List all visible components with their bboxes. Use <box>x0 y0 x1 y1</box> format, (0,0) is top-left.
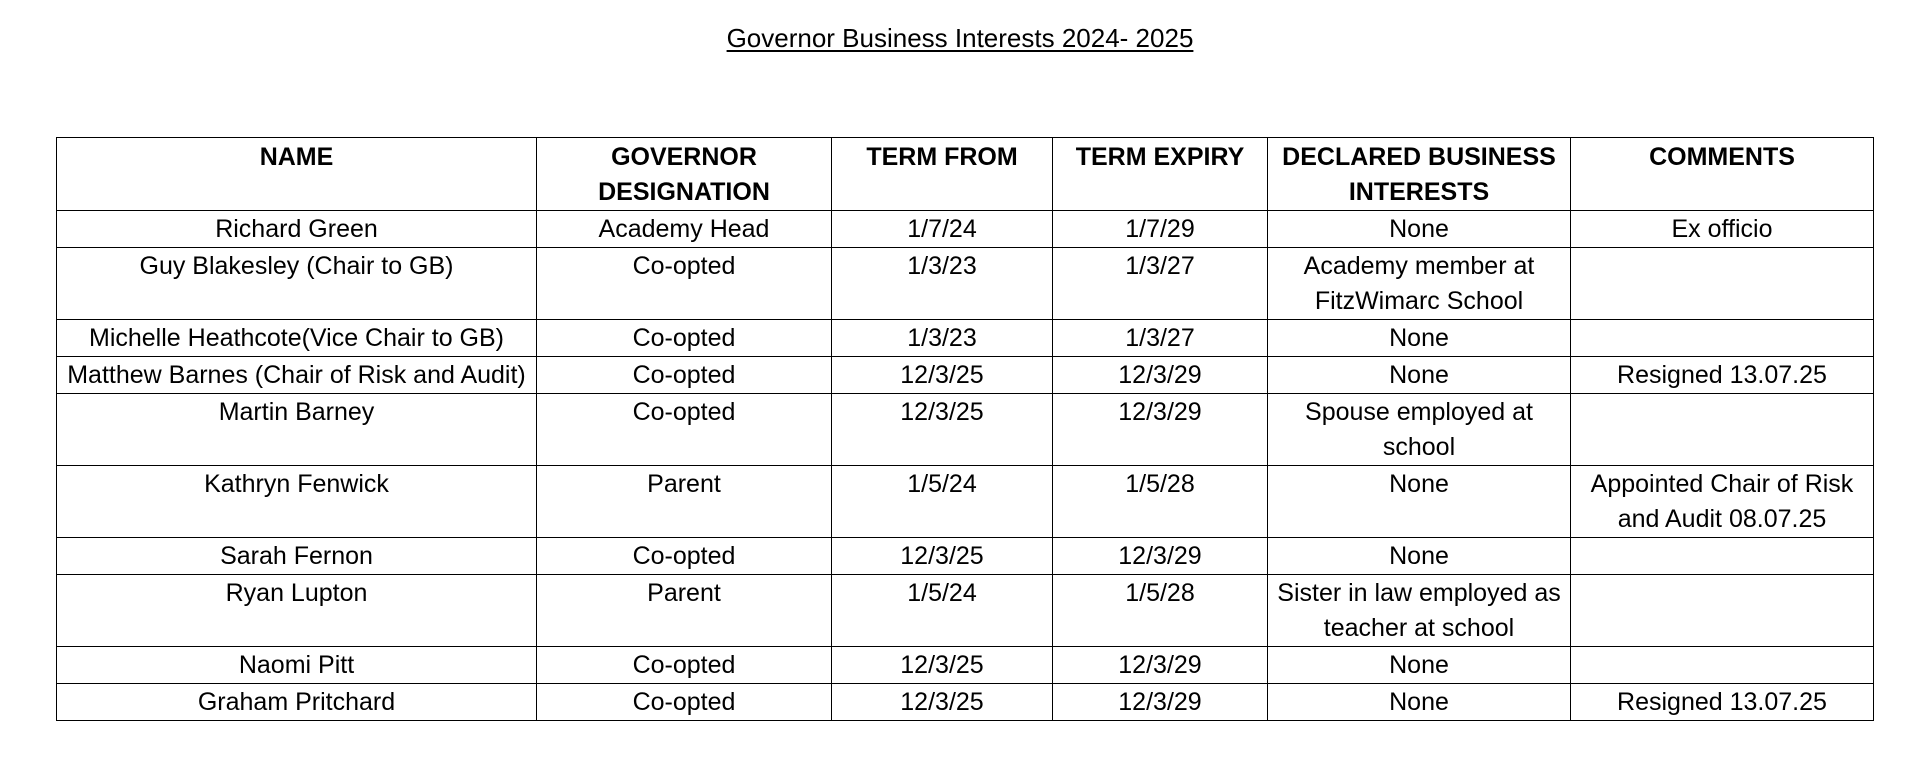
cell-comments <box>1571 248 1874 320</box>
cell-designation: Parent <box>537 575 832 647</box>
table-row <box>57 466 1874 538</box>
cell-term-from: 1/3/23 <box>832 320 1053 357</box>
cell-designation: Co-opted <box>537 538 832 575</box>
cell-term-expiry: 1/3/27 <box>1053 248 1268 320</box>
cell-term-from: 12/3/25 <box>832 684 1053 721</box>
cell-term-from: 12/3/25 <box>832 538 1053 575</box>
cell-term-expiry: 12/3/29 <box>1053 394 1268 466</box>
cell-designation: Co-opted <box>537 684 832 721</box>
cell-name: Guy Blakesley (Chair to GB) <box>57 248 537 320</box>
governor-interests-table <box>56 137 1874 721</box>
cell-designation: Co-opted <box>537 394 832 466</box>
cell-term-from: 1/3/23 <box>832 248 1053 320</box>
cell-name: Michelle Heathcote(Vice Chair to GB) <box>57 320 537 357</box>
table-row <box>57 357 1874 394</box>
table-row <box>57 211 1874 248</box>
cell-term-expiry: 1/5/28 <box>1053 466 1268 538</box>
cell-term-from: 12/3/25 <box>832 357 1053 394</box>
cell-declared-interests: None <box>1268 320 1571 357</box>
cell-designation: Co-opted <box>537 647 832 684</box>
table-row <box>57 575 1874 647</box>
cell-designation: Academy Head <box>537 211 832 248</box>
cell-comments: Appointed Chair of Risk and Audit 08.07.25 <box>1571 466 1874 538</box>
cell-term-expiry: 12/3/29 <box>1053 647 1268 684</box>
cell-name: Ryan Lupton <box>57 575 537 647</box>
cell-term-expiry: 12/3/29 <box>1053 684 1268 721</box>
cell-name: Martin Barney <box>57 394 537 466</box>
cell-term-expiry: 1/3/27 <box>1053 320 1268 357</box>
cell-declared-interests: Sister in law employed as teacher at school <box>1268 575 1571 647</box>
cell-designation: Co-opted <box>537 357 832 394</box>
cell-term-expiry: 1/7/29 <box>1053 211 1268 248</box>
document-title: Governor Business Interests 2024- 2025 <box>726 23 1194 53</box>
header-term-expiry: TERM EXPIRY <box>1053 138 1268 211</box>
cell-name: Matthew Barnes (Chair of Risk and Audit) <box>57 357 537 394</box>
header-row <box>57 138 1874 211</box>
cell-designation: Parent <box>537 466 832 538</box>
cell-comments: Ex officio <box>1571 211 1874 248</box>
cell-term-from: 12/3/25 <box>832 647 1053 684</box>
header-declared-interests: DECLARED BUSINESS INTERESTS <box>1268 138 1571 211</box>
header-term-from: TERM FROM <box>832 138 1053 211</box>
table-row <box>57 248 1874 320</box>
cell-term-from: 1/7/24 <box>832 211 1053 248</box>
cell-designation: Co-opted <box>537 320 832 357</box>
cell-term-expiry: 12/3/29 <box>1053 357 1268 394</box>
cell-comments <box>1571 575 1874 647</box>
cell-comments <box>1571 394 1874 466</box>
table-row <box>57 394 1874 466</box>
cell-comments <box>1571 647 1874 684</box>
cell-declared-interests: None <box>1268 647 1571 684</box>
cell-declared-interests: Academy member at FitzWimarc School <box>1268 248 1571 320</box>
cell-declared-interests: None <box>1268 211 1571 248</box>
cell-declared-interests: Spouse employed at school <box>1268 394 1571 466</box>
header-name: NAME <box>57 138 537 211</box>
cell-declared-interests: None <box>1268 538 1571 575</box>
table-row <box>57 647 1874 684</box>
cell-name: Graham Pritchard <box>57 684 537 721</box>
cell-name: Naomi Pitt <box>57 647 537 684</box>
cell-designation: Co-opted <box>537 248 832 320</box>
table-row <box>57 320 1874 357</box>
table-row <box>57 538 1874 575</box>
cell-term-from: 12/3/25 <box>832 394 1053 466</box>
cell-comments <box>1571 320 1874 357</box>
cell-declared-interests: None <box>1268 684 1571 721</box>
cell-comments: Resigned 13.07.25 <box>1571 357 1874 394</box>
cell-name: Sarah Fernon <box>57 538 537 575</box>
cell-name: Kathryn Fenwick <box>57 466 537 538</box>
cell-term-from: 1/5/24 <box>832 575 1053 647</box>
table-row <box>57 684 1874 721</box>
cell-term-expiry: 1/5/28 <box>1053 575 1268 647</box>
cell-declared-interests: None <box>1268 357 1571 394</box>
cell-name: Richard Green <box>57 211 537 248</box>
cell-term-from: 1/5/24 <box>832 466 1053 538</box>
header-comments: COMMENTS <box>1571 138 1874 211</box>
header-designation: GOVERNOR DESIGNATION <box>537 138 832 211</box>
cell-comments: Resigned 13.07.25 <box>1571 684 1874 721</box>
cell-comments <box>1571 538 1874 575</box>
cell-declared-interests: None <box>1268 466 1571 538</box>
cell-term-expiry: 12/3/29 <box>1053 538 1268 575</box>
